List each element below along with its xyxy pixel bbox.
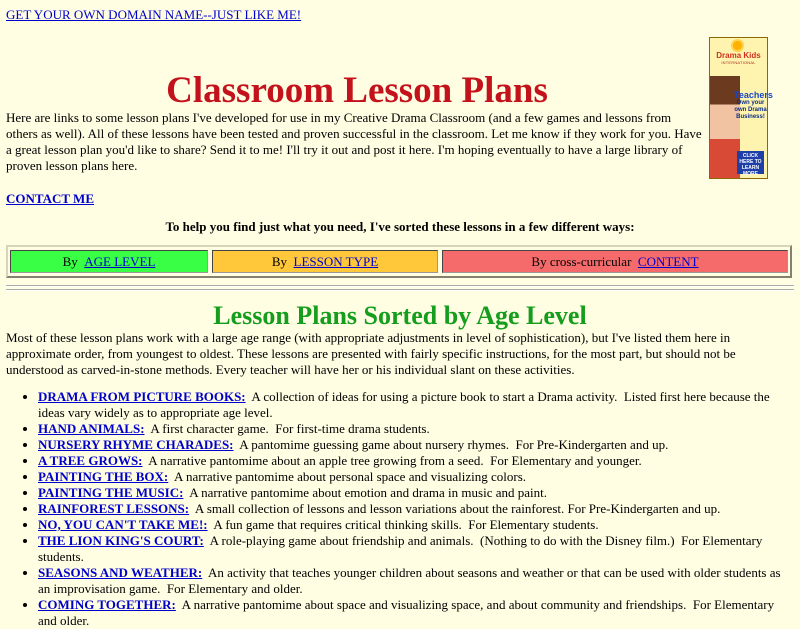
list-item — [38, 453, 790, 469]
lesson-list — [0, 389, 790, 629]
lesson-description: A fun game that requires critical thinking skills. For Elementary students. — [207, 517, 599, 532]
sort-by-age-cell — [10, 250, 208, 273]
list-item — [38, 517, 790, 533]
sun-logo-icon — [733, 41, 742, 50]
content-link[interactable]: CONTENT — [637, 253, 699, 269]
lesson-description: A narrative pantomime about space and visualizing space, and about community and friendships. For Elementary and older. — [38, 597, 778, 628]
lesson-link[interactable]: HAND ANIMALS: — [38, 421, 145, 436]
ad-headline: Teachers — [734, 90, 773, 100]
section-title: Lesson Plans Sorted by Age Level — [213, 301, 587, 330]
lesson-description: A role-playing game about friendship and animals. (Nothing to do with the Disney film.) For Elementary students. — [38, 533, 766, 564]
drama-kids-ad-banner[interactable] — [709, 37, 773, 179]
sort-by-type-cell — [212, 250, 438, 273]
ad-subline: Own your own Drama Business! — [734, 100, 767, 120]
ad-cta-button[interactable]: CLICK HERE TO LEARN MORE — [737, 151, 764, 174]
lesson-link[interactable]: RAINFOREST LESSONS: — [38, 501, 190, 516]
lesson-link[interactable]: PAINTING THE BOX: — [38, 469, 169, 484]
lesson-link[interactable]: THE LION KING'S COURT: — [38, 533, 204, 548]
lesson-link[interactable]: SEASONS AND WEATHER: — [38, 565, 203, 580]
intro-paragraph: Here are links to some lesson plans I've developed for use in my Creative Drama Classroom (and a few games and lessons from others as well). All of these lessons have been tested and proven successful in the classroom. Let me know if they work for you. Have a great lesson plan you'd like to share? Send it to me! I'll try it out and post it here. I'm hoping eventually to have a large library of proven lesson plans here. — [6, 110, 702, 173]
list-item — [38, 469, 790, 485]
lesson-link[interactable]: NURSERY RHYME CHARADES: — [38, 437, 234, 452]
list-item — [38, 421, 790, 437]
list-item — [38, 565, 790, 597]
ad-brand-sub: INTERNATIONAL — [721, 60, 756, 65]
list-item — [38, 501, 790, 517]
lesson-description: A narrative pantomime about personal space and visualizing colors. — [168, 469, 527, 484]
lesson-description: A first character game. For first-time drama students. — [144, 421, 430, 436]
lesson-description: An activity that teaches younger children about seasons and weather or that can be used with older students as an improvisation game. For Elementary and older. — [38, 565, 784, 596]
sort-options-table — [6, 245, 792, 278]
lesson-description: A pantomime guessing game about nursery rhymes. For Pre-Kindergarten and up. — [233, 437, 669, 452]
divider — [6, 289, 794, 291]
sort-prefix: By — [62, 253, 82, 269]
lesson-link[interactable]: DRAMA FROM PICTURE BOOKS: — [38, 389, 246, 404]
lesson-type-link[interactable]: LESSON TYPE — [293, 253, 379, 269]
list-item — [38, 437, 790, 453]
sort-prefix: By cross-curricular — [531, 253, 635, 269]
lesson-description: A small collection of lessons and lesson variations about the rainforest. For Pre-Kindergarten and up. — [189, 501, 721, 516]
sort-prefix: By — [271, 253, 291, 269]
age-level-link[interactable]: AGE LEVEL — [84, 253, 156, 269]
lesson-description: A collection of ideas for using a picture book to start a Drama activity. Listed first here because the ideas vary widely as to appropriate age level. — [38, 389, 773, 420]
lesson-description: A narrative pantomime about emotion and drama in music and paint. — [183, 485, 547, 500]
list-item — [38, 597, 790, 629]
section-intro: Most of these lesson plans work with a large age range (with appropriate adjustments in level of sophistication), but I've listed them here in approximate order, from youngest to oldest. These lessons are presented with fairly specific instructions, for the most part, but should not be understood as carved-in-stone methods. Every teacher will have her or his individual slant on these activities. — [6, 330, 736, 377]
list-item — [38, 485, 790, 501]
ad-brand: Drama Kids — [716, 51, 761, 60]
lesson-link[interactable]: NO, YOU CAN'T TAKE ME!: — [38, 517, 208, 532]
list-item — [38, 389, 790, 421]
ad-text — [734, 90, 773, 121]
domain-ad-link[interactable]: GET YOUR OWN DOMAIN NAME--JUST LIKE ME! — [6, 7, 302, 22]
sort-by-content-cell — [442, 250, 788, 273]
lesson-link[interactable]: A TREE GROWS: — [38, 453, 143, 468]
contact-me-link[interactable]: CONTACT ME — [6, 191, 94, 206]
sort-note: To help you find just what you need, I've sorted these lessons in a few different ways: — [165, 219, 635, 234]
divider — [6, 285, 794, 287]
page-title: Classroom Lesson Plans — [166, 70, 548, 111]
lesson-link[interactable]: COMING TOGETHER: — [38, 597, 176, 612]
lesson-link[interactable]: PAINTING THE MUSIC: — [38, 485, 184, 500]
list-item — [38, 533, 790, 565]
lesson-description: A narrative pantomime about an apple tree growing from a seed. For Elementary and younger. — [142, 453, 642, 468]
